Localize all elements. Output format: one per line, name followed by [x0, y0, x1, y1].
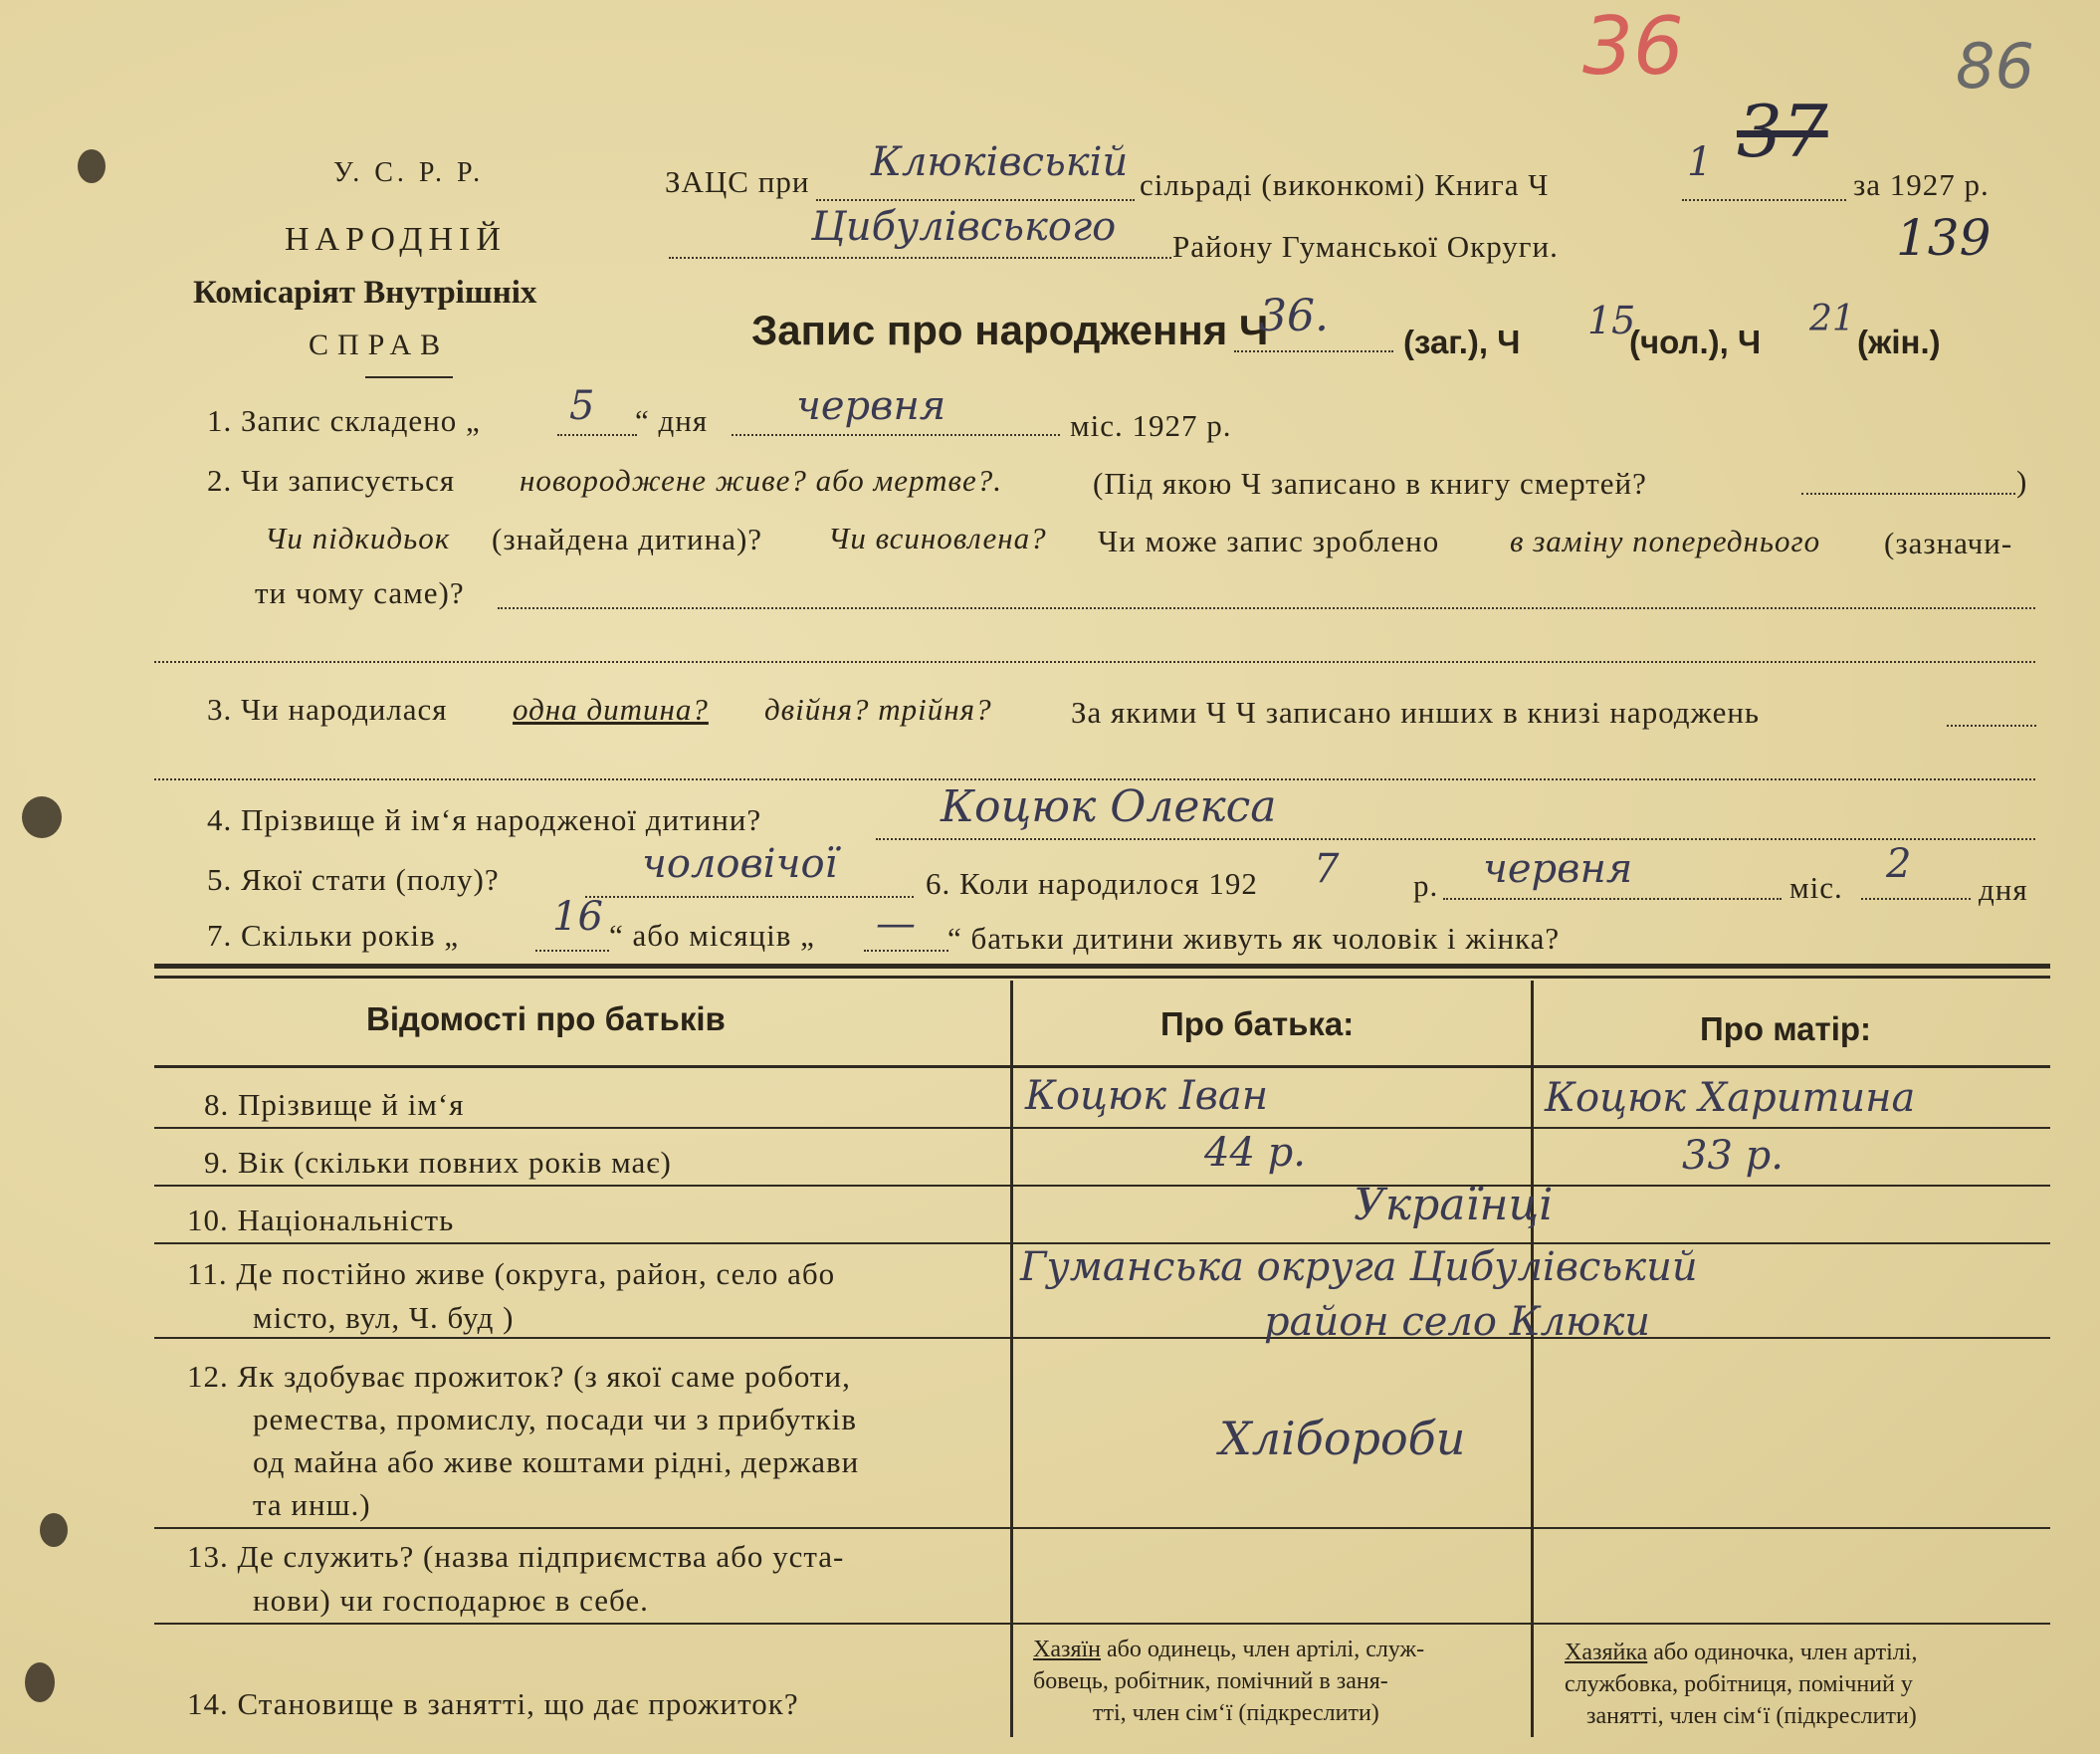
dotline [1682, 199, 1846, 201]
row-rule [154, 1127, 2050, 1129]
q2-line1-c: (Під якою Ч записано в книгу смертей? [1093, 466, 1647, 501]
q7-text-a: 7. Скільки років „ [207, 918, 460, 953]
row14-mother-line3: занятті, член сім‘ї (підкреслити) [1586, 1703, 1917, 1729]
q2-line2-a: Чи підкидьок [265, 521, 451, 555]
row12-label-2: ремества, промислу, посади чи з прибутків [253, 1402, 857, 1436]
q6-text-c: міс. [1789, 870, 1843, 905]
row-rule [154, 1337, 2050, 1339]
state-abbrev: У. С. Р. Р. [333, 157, 485, 188]
row9-label: 9. Вік (скільки повних років має) [204, 1145, 672, 1180]
q3-text-b: одна дитина? [513, 692, 709, 727]
dotline [498, 607, 2035, 609]
record-number-handwritten: 36. [1259, 291, 1329, 341]
dotline [154, 778, 2035, 780]
q3-text-c: двійня? трійня? [764, 692, 992, 727]
row-rule [154, 1185, 2050, 1187]
header-divider [365, 376, 453, 378]
row14-father-underlined: Хазяїн [1033, 1637, 1102, 1662]
zags-prefix: ЗАЦС при [665, 164, 810, 199]
archive-sheet-number: 139 [1896, 209, 1992, 267]
row11-label-1: 11. Де постійно живе (округа, район, село або [187, 1256, 836, 1291]
q2-line2-d: Чи може запис зроблено [1098, 524, 1440, 558]
binding-hole [25, 1662, 55, 1702]
male-label: (чол.), Ч [1629, 324, 1762, 360]
commissariat-line3: СПРАВ [309, 329, 450, 361]
q2-line1-a: 2. Чи записується [207, 463, 456, 498]
row11-label-2: місто, вул, Ч. буд ) [253, 1300, 515, 1335]
q4-text: 4. Прізвище й ім‘я народженої дитини? [207, 802, 762, 837]
village-suffix: сільраді (виконкомі) Книга Ч [1140, 167, 1550, 202]
dotline [1234, 350, 1393, 352]
q6-month-handwritten: червня [1483, 846, 1633, 892]
row14-father-line1 [1033, 1635, 1424, 1664]
village-handwritten: Клюківській [871, 139, 1129, 185]
row-rule [154, 1527, 2050, 1529]
binding-hole [40, 1513, 68, 1547]
row14-father-line3: тті, член сім‘ї (підкреслити) [1093, 1700, 1379, 1726]
book-number-handwritten: 1 [1687, 139, 1713, 185]
record-title: Запис про народження Ч [751, 307, 1269, 353]
commissariat-line2: Комісаріят Внутрішніх [193, 275, 537, 311]
dotline [1443, 898, 1782, 900]
header-bottom-rule [154, 1065, 2050, 1068]
row12-label-4: та инш.) [253, 1487, 371, 1522]
q7-years-handwritten: 16 [552, 894, 603, 940]
row-rule [154, 1623, 2050, 1625]
row11-address-handwritten-2: район село Клюки [1264, 1299, 1650, 1345]
table-header-mother: Про матір: [1700, 1010, 1872, 1047]
dotline [585, 896, 914, 898]
row14-mother-text1: або одиночка, член артілі, [1653, 1640, 1918, 1665]
table-header-parents: Відомості про батьків [366, 1000, 726, 1037]
district-handwritten: Цибулівського [811, 204, 1117, 250]
row13-label-1: 13. Де служить? (назва підприємства або уста- [187, 1539, 845, 1574]
row14-father-line2: бовець, робітник, помічний в заня- [1033, 1668, 1388, 1694]
dotline [154, 661, 2035, 663]
q6-text-b: р. [1413, 868, 1439, 903]
female-label: (жін.) [1857, 324, 1941, 360]
dotline [864, 950, 948, 952]
row10-label: 10. Національність [187, 1203, 455, 1237]
row9-mother-handwritten: 33 р. [1682, 1133, 1784, 1179]
table-top-rule-2 [154, 976, 2050, 979]
q6-year-handwritten: 7 [1314, 846, 1340, 892]
dotline [669, 257, 1171, 259]
table-header-father: Про батька: [1160, 1005, 1355, 1042]
book-number-struck: 37 [1737, 90, 1828, 173]
male-count-handwritten: 15 [1587, 299, 1636, 342]
row14-father-text1: або одинець, член артілі, служ- [1107, 1637, 1425, 1662]
row14-mother-line2: службовка, робітниця, помічний у [1565, 1671, 1913, 1697]
total-label: (заг.), Ч [1403, 324, 1521, 360]
q5-sex-handwritten: чоловічої [642, 841, 838, 887]
row10-nationality-handwritten: Українці [1354, 1180, 1554, 1230]
archive-pencil-number: 86 [1956, 30, 2034, 103]
row12-label-3: од майна або живе коштами рідні, держави [253, 1444, 860, 1479]
dotline [1861, 898, 1971, 900]
q2-line2-b: (знайдена дитина)? [492, 522, 763, 556]
dotline [732, 434, 1060, 436]
row13-label-2: нови) чи господарює в себе. [253, 1583, 649, 1618]
q7-text-b: “ або місяців „ [609, 918, 815, 953]
row8-father-handwritten: Коцюк Іван [1025, 1073, 1269, 1119]
q1-month-handwritten: червня [796, 383, 946, 429]
dotline [1801, 493, 2015, 495]
district-suffix: Району Гуманської Округи. [1172, 229, 1559, 264]
table-top-rule [154, 964, 2050, 969]
row12-label-1: 12. Як здобуває прожиток? (з якої саме роботи, [187, 1359, 851, 1394]
q4-child-name-handwritten: Коцюк Олекса [941, 781, 1277, 832]
dotline [535, 950, 609, 952]
q1-day-handwritten: 5 [569, 383, 595, 429]
commissariat-line1: НАРОДНІЙ [285, 221, 507, 258]
q6-text-a: 6. Коли народилося 192 [926, 866, 1258, 901]
dotline [816, 199, 1135, 201]
row14-label: 14. Становище в занятті, що дає прожиток? [187, 1686, 799, 1721]
q1-text-c: міс. 1927 р. [1070, 408, 1232, 443]
female-count-handwritten: 21 [1809, 299, 1855, 339]
q3-text-a: 3. Чи народилася [207, 692, 448, 727]
q2-line2-e: в заміну попереднього [1510, 524, 1821, 558]
row11-address-handwritten-1: Гуманська округа Цибулівський [1020, 1244, 1698, 1290]
year-text: за 1927 р. [1853, 167, 1990, 202]
q2-line3: ти чому саме)? [255, 575, 465, 610]
row14-mother-underlined: Хазяйка [1565, 1640, 1648, 1665]
dotline [1947, 725, 2036, 727]
q5-text: 5. Якої стати (полу)? [207, 862, 500, 897]
q1-text-a: 1. Запис складено „ [207, 403, 481, 438]
q7-months-handwritten: — [876, 901, 916, 947]
q7-text-c: “ батьки дитини живуть як чоловік і жінка? [947, 921, 1561, 956]
dotline [557, 434, 637, 436]
row14-mother-line1 [1565, 1638, 1917, 1667]
row8-label: 8. Прізвище й ім‘я [204, 1087, 465, 1122]
q2-line1-b: новороджене живе? або мертве?. [520, 463, 1002, 498]
q2-line2-f: (зазначи- [1884, 526, 2013, 560]
row9-father-handwritten: 44 р. [1204, 1130, 1306, 1176]
row12-occupation-handwritten: Хлібороби [1219, 1412, 1466, 1465]
q2-line1-end: ) [2016, 464, 2028, 499]
dotline [876, 838, 2035, 840]
q6-text-d: дня [1979, 872, 2028, 907]
q2-line2-c: Чи всиновлена? [828, 521, 1047, 555]
q3-text-d: За якими Ч Ч записано инших в книзі народжень [1071, 695, 1761, 730]
binding-hole [22, 796, 62, 838]
q6-day-handwritten: 2 [1886, 841, 1912, 887]
binding-hole [78, 149, 105, 183]
archive-red-number: 36 [1582, 0, 1684, 93]
q1-text-b: “ дня [635, 403, 709, 438]
row8-mother-handwritten: Коцюк Харитина [1545, 1075, 1916, 1121]
